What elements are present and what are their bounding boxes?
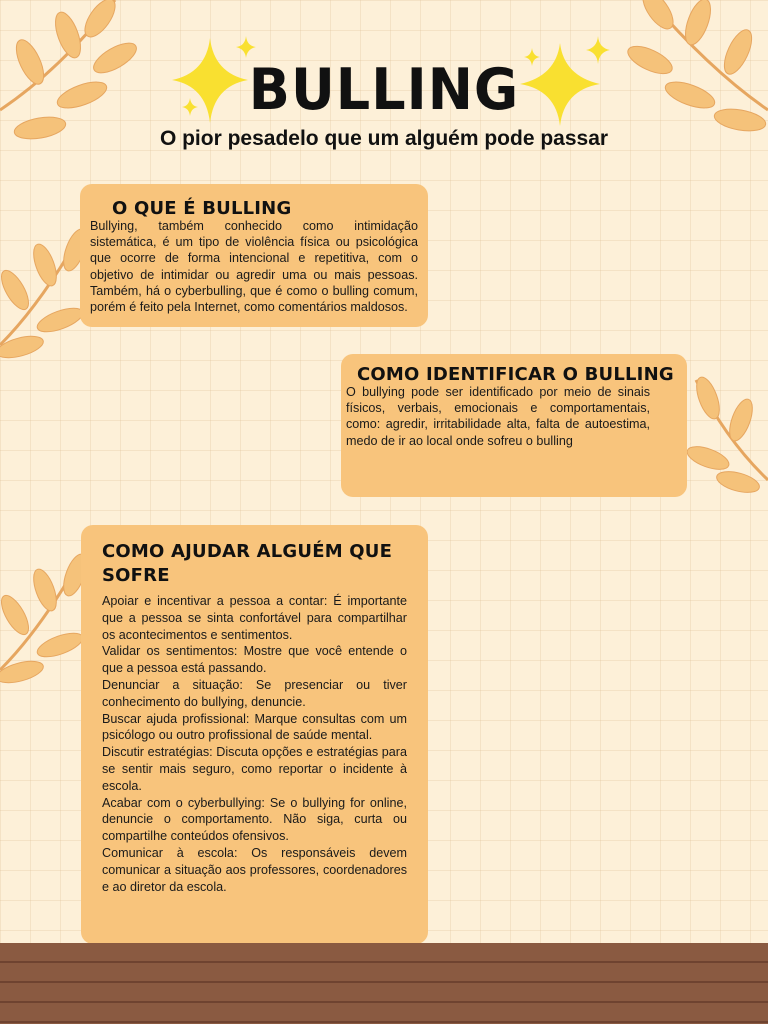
wooden-floor <box>0 943 768 1024</box>
leaf-branch-icon <box>0 225 90 365</box>
help-paragraph: Apoiar e incentivar a pessoa a contar: É importante que a pessoa se sinta confortável para compartilhar os acontecimentos e sentimentos. <box>102 594 407 642</box>
section-text: Bullying, também conhecido como intimidação sistemática, é um tipo de violência física ou psicológica que ocorre de forma intencional e repetitiva, com o objetivo de intimidar ou agredir uma ou mais pessoas. Também, há o cyberbulling, que é como o bulling comum, porém é feito pela Internet, como comentários maldosos. <box>90 219 418 315</box>
help-paragraph: Buscar ajuda profissional: Marque consultas com um psicólogo ou outro profissional de saúde mental. <box>102 711 407 743</box>
section-heading: O QUE É BULLING <box>112 198 292 219</box>
section-card-what-is <box>80 184 428 327</box>
help-paragraph: Acabar com o cyberbullying: Se o bullying for online, denuncie o comportamento. Não siga, curta ou compartilhe conteúdos ofensivos. <box>102 795 407 844</box>
help-paragraph: Denunciar a situação: Se presenciar ou tiver conhecimento do bullying, denuncie. <box>102 677 407 709</box>
page-title: BULLING <box>248 56 520 123</box>
help-paragraph: Validar os sentimentos: Mostre que você entende o que a pessoa está passando. <box>102 644 407 676</box>
leaf-branch-icon <box>686 370 768 500</box>
help-paragraph: Discutir estratégias: Discuta opções e estratégias para se sentir mais seguro, como reportar o incidente à escola. <box>102 745 407 793</box>
section-heading: COMO AJUDAR ALGUÉM QUE SOFRE <box>102 541 393 586</box>
leaf-branch-icon <box>0 550 90 690</box>
section-card-identify <box>341 354 687 497</box>
section-heading: COMO IDENTIFICAR O BULLING <box>357 364 674 385</box>
page-subtitle: O pior pesadelo que um alguém pode passar <box>159 127 609 150</box>
section-text: O bullying pode ser identificado por meio de sinais físicos, verbais, emocionais e comportamentais, como: agredir, irritabilidade alta, falta de autoestima, medo de ir ao local onde sofreu o bulling <box>346 385 650 448</box>
section-card-help <box>81 525 428 944</box>
help-paragraph: Comunicar à escola: Os responsáveis devem comunicar a situação aos professores, coordenadores e ao diretor da escola. <box>102 845 407 894</box>
section-body <box>102 593 407 895</box>
